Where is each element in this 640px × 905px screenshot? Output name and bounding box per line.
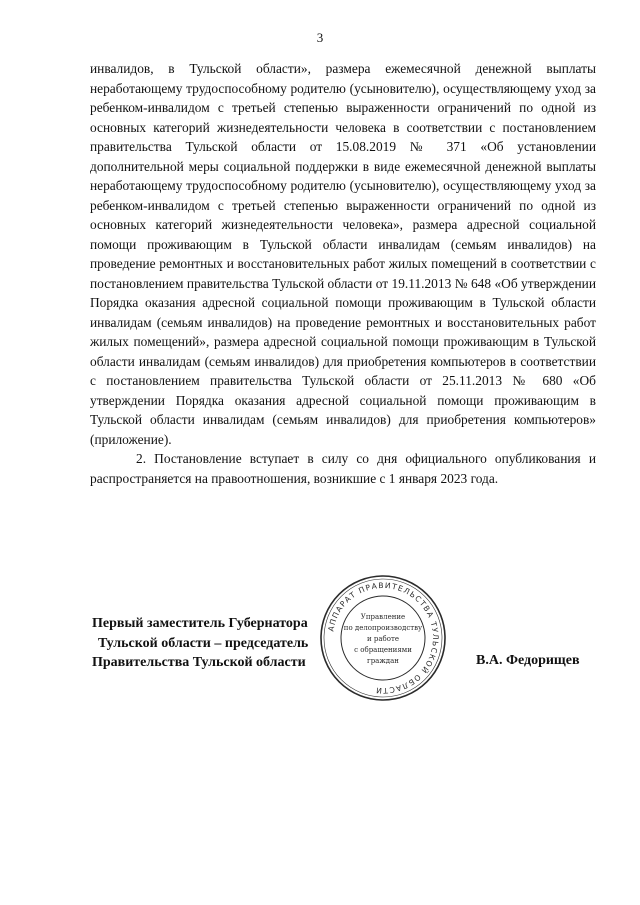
stamp-line-1: Управление (360, 613, 406, 621)
stamp-line-2: по делопроизводству (343, 624, 423, 632)
paragraph-1: инвалидов, в Тульской области», размера ежемесячной денежной выплаты неработающему трудоспособному родителю (усыновителю), осуществляющему уход за ребенком-инвалидом с третьей степенью выраженности ограничений по одной из основных категорий жизнедеятельности человека в соответствии с постановлением правительства Тульской области от 15.08.2019 № 371 «Об установлении дополнительной меры социальной поддержки в виде ежемесячной денежной выплаты неработающему трудоспособному родителю (усыновителю), осуществляющему уход за ребенком-инвалидом с третьей степенью выраженности ограничений по одной из основных категорий жизнедеятельности человека», размера адресной социальной помощи проживающим в Тульской области инвалидам (семьям инвалидов) на проведение ремонтных и восстановительных работ жилых помещений в соответствии с постановлением правительства Тульской области от 19.11.2013 № 648 «Об утверждении Порядка оказания адресной социальной помощи проживающим в Тульской области инвалидам (семьям инвалидов) на проведение ремонтных и восстановительных работ жилых помещений», размера адресной социальной помощи проживающим в Тульской области инвалидам (семьям инвалидов) для приобретения компьютеров в соответствии с постановлением правительства Тульской области от 25.11.2013 № 680 «Об утверждении Порядка оказания адресной социальной помощи проживающим в Тульской области инвалидам (семьям инвалидов) для приобретения компьютеров» (приложение). (90, 61, 596, 447)
position-line-3: Правительства Тульской области (92, 655, 306, 670)
stamp-line-3: и работе (367, 635, 399, 643)
stamp-ring-text: АППАРАТ ПРАВИТЕЛЬСТВА ТУЛЬСКОЙ ОБЛАСТИ (326, 580, 441, 696)
official-stamp (318, 573, 448, 703)
stamp-line-4: с обращениями (354, 646, 412, 654)
paragraph-2: 2. Постановление вступает в силу со дня официального опубликования и распространяется на правоотношения, возникшие с 1 января 2023 года. (90, 451, 596, 486)
position-line-2: Тульской области – председатель (98, 635, 309, 651)
stamp-seal-icon (318, 573, 448, 703)
signatory-position (92, 614, 308, 673)
page-number: 3 (316, 30, 324, 45)
document-body (90, 59, 596, 488)
stamp-line-5: граждан (367, 657, 399, 665)
signatory-name: В.А. Федорищев (476, 653, 580, 668)
position-line-1: Первый заместитель Губернатора (92, 616, 308, 631)
